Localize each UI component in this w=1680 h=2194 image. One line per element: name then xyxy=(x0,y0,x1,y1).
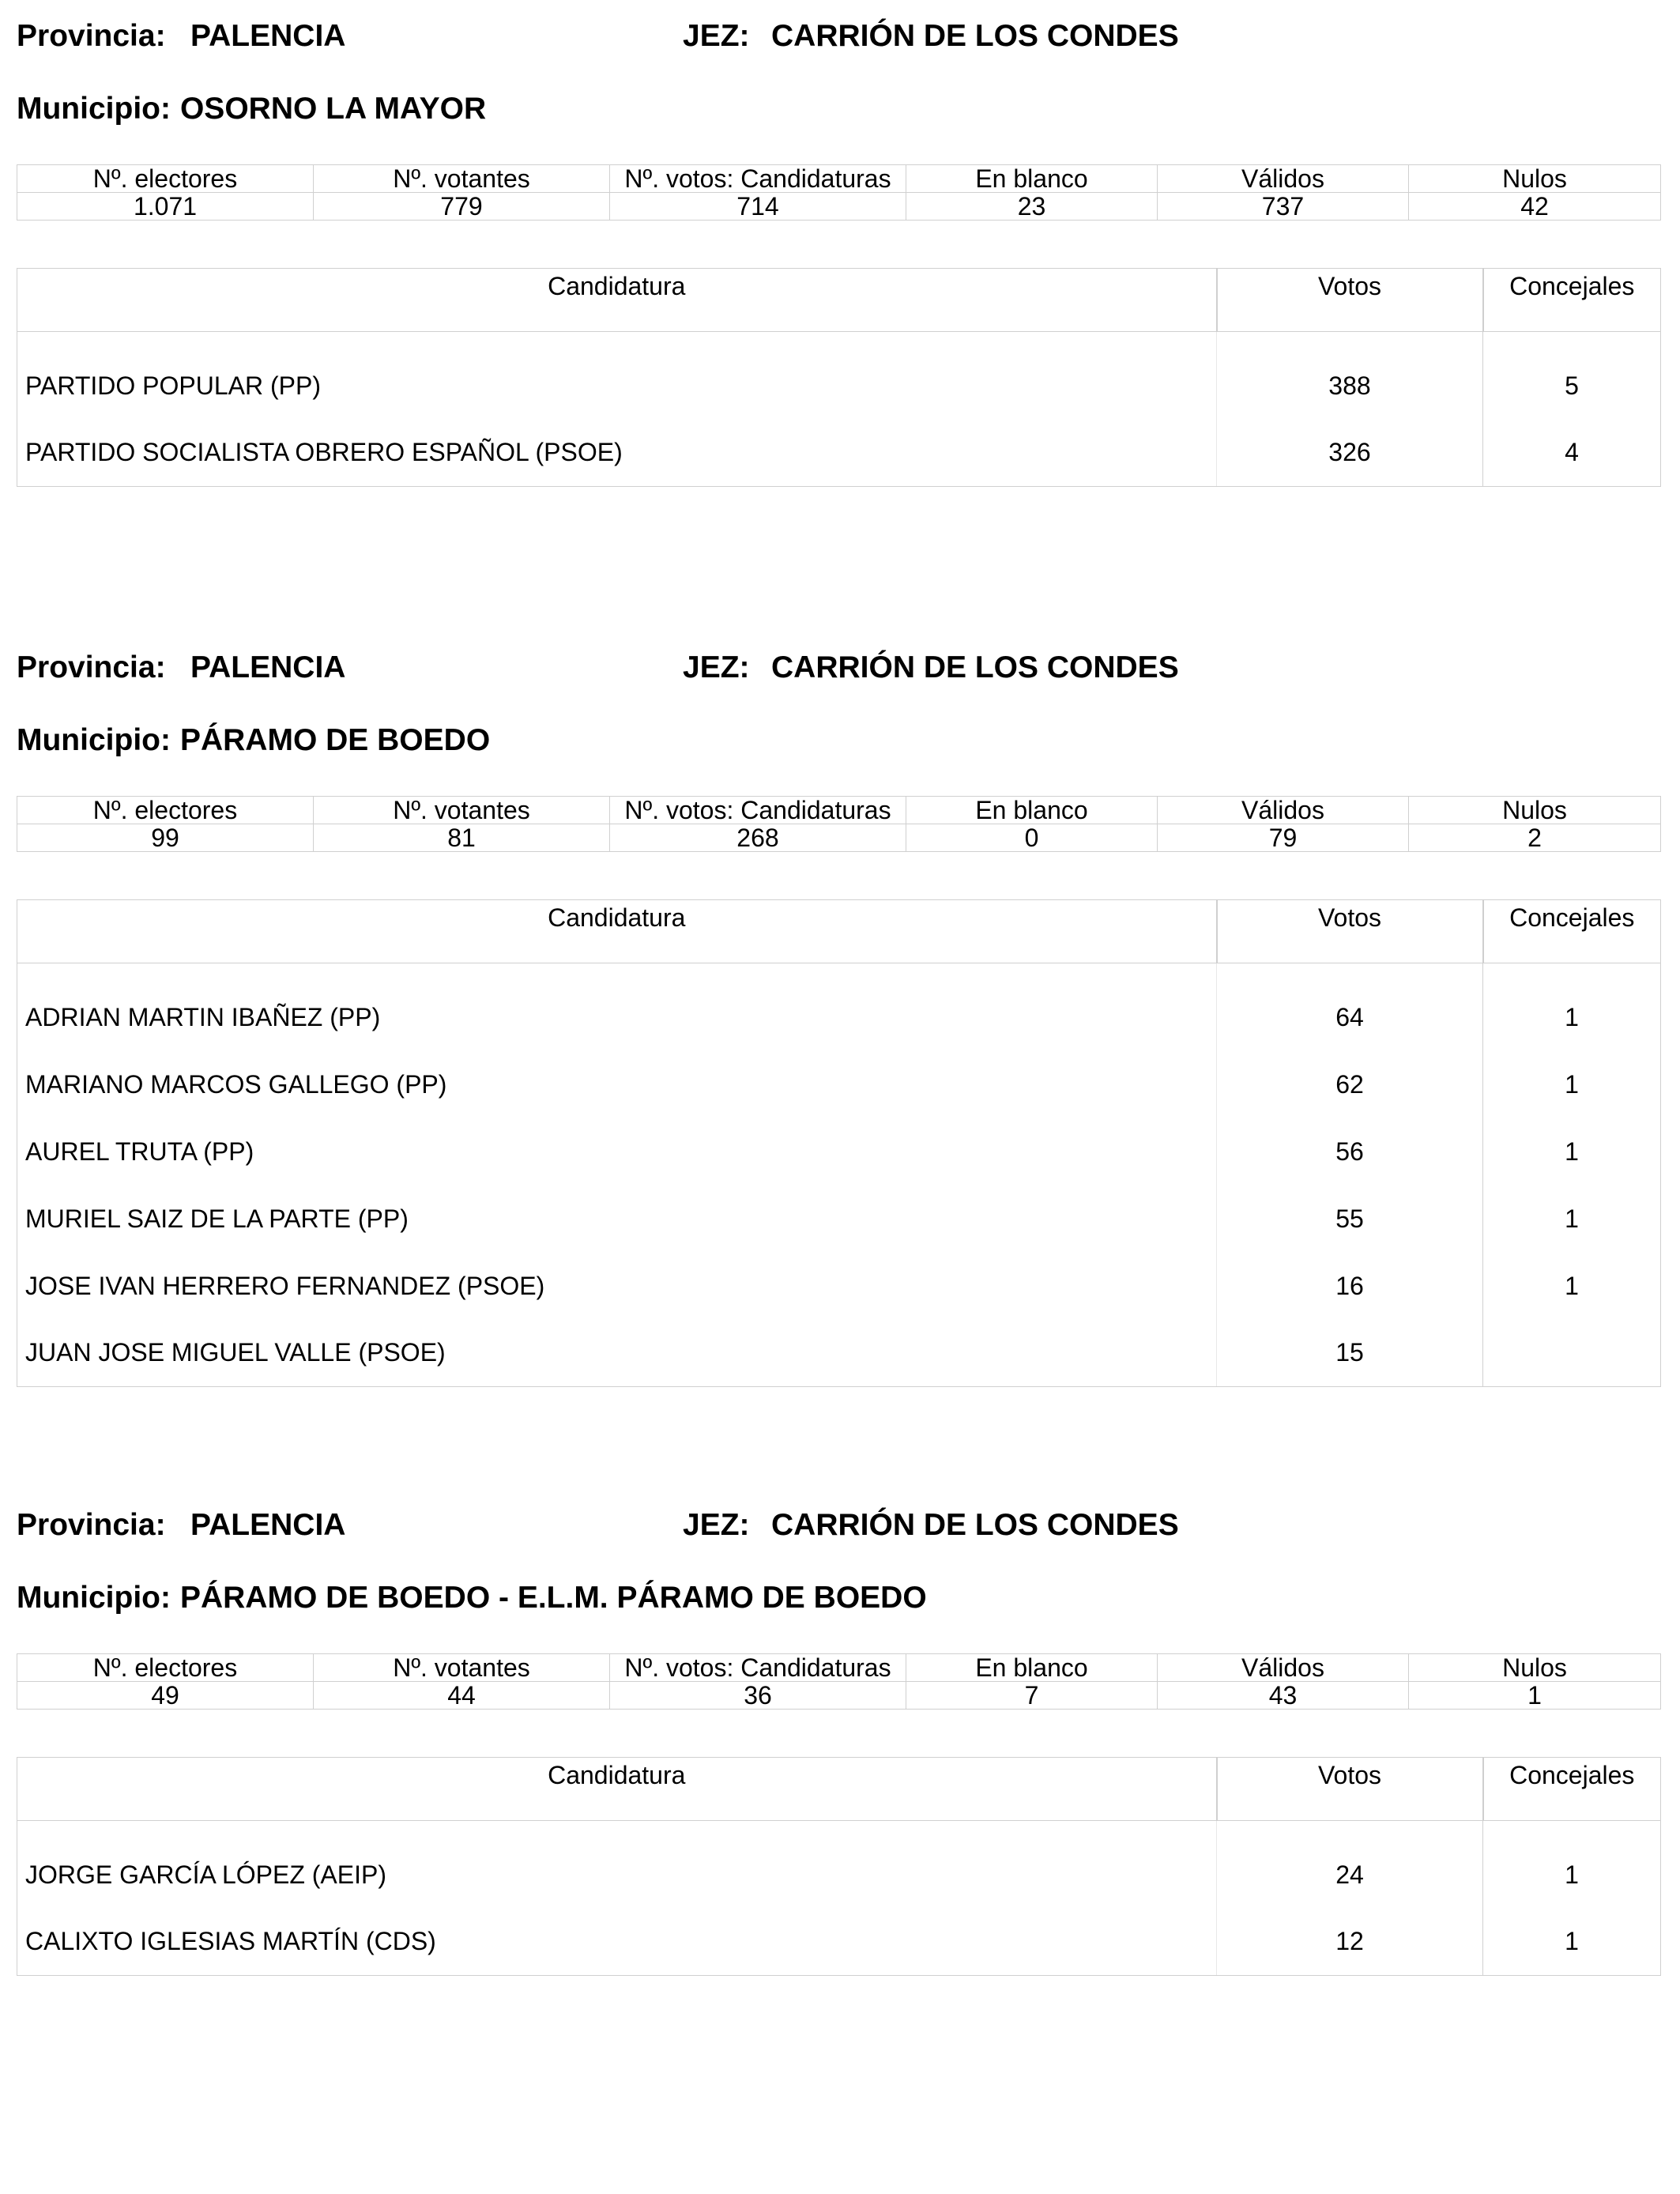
candidate-row xyxy=(17,1253,1661,1320)
municipality-block xyxy=(17,650,1660,1367)
candidate-row xyxy=(17,984,1661,1051)
jez-label: JEZ: xyxy=(683,1508,750,1542)
stats-validos: 43 xyxy=(1158,1682,1409,1710)
stats-header-en-blanco: En blanco xyxy=(906,797,1158,824)
municipality-block xyxy=(17,19,1660,467)
jez-label: JEZ: xyxy=(683,19,750,53)
stats-votantes: 779 xyxy=(314,193,610,221)
municipality-block xyxy=(17,1508,1660,1956)
spacer-cell xyxy=(1483,1821,1661,1842)
stats-header-electores: Nº. electores xyxy=(17,1654,314,1682)
jez-value: CARRIÓN DE LOS CONDES xyxy=(771,19,1179,53)
stats-header-row xyxy=(17,797,1661,824)
candidate-name: JOSE IVAN HERRERO FERNANDEZ (PSOE) xyxy=(17,1253,1217,1320)
candidate-votes: 326 xyxy=(1217,420,1483,487)
stats-header-electores: Nº. electores xyxy=(17,165,314,193)
stats-electores: 99 xyxy=(17,824,314,852)
stats-en-blanco: 0 xyxy=(906,824,1158,852)
spacer-cell xyxy=(1483,332,1661,352)
candidate-concejales: 1 xyxy=(1483,1051,1661,1118)
stats-nulos: 1 xyxy=(1409,1682,1661,1710)
stats-header-votantes: Nº. votantes xyxy=(314,797,610,824)
stats-header-votantes: Nº. votantes xyxy=(314,165,610,193)
spacer-cell xyxy=(1217,1821,1483,1842)
stats-en-blanco: 23 xyxy=(906,193,1158,221)
stats-header-validos: Válidos xyxy=(1158,165,1409,193)
candidates-header-row xyxy=(17,900,1661,963)
candidate-name: CALIXTO IGLESIAS MARTÍN (CDS) xyxy=(17,1909,1217,1976)
candidate-concejales: 1 xyxy=(1483,1186,1661,1253)
candidate-concejales: 1 xyxy=(1483,984,1661,1051)
candidate-concejales: 4 xyxy=(1483,420,1661,487)
municipio-label: Municipio: xyxy=(17,723,171,757)
candidates-spacer-row xyxy=(17,963,1661,984)
candidates-table xyxy=(17,268,1661,487)
candidate-concejales: 5 xyxy=(1483,352,1661,420)
stats-validos: 737 xyxy=(1158,193,1409,221)
candidate-votes: 64 xyxy=(1217,984,1483,1051)
stats-table xyxy=(17,1653,1661,1710)
stats-value-row xyxy=(17,824,1661,852)
candidate-name: MARIANO MARCOS GALLEGO (PP) xyxy=(17,1051,1217,1118)
provincia-value: PALENCIA xyxy=(190,1508,346,1542)
col-concejales: Concejales xyxy=(1483,269,1661,332)
candidate-votes: 12 xyxy=(1217,1909,1483,1976)
stats-header-nulos: Nulos xyxy=(1409,797,1661,824)
candidate-votes: 56 xyxy=(1217,1118,1483,1186)
candidate-row xyxy=(17,1186,1661,1253)
candidate-votes: 24 xyxy=(1217,1842,1483,1909)
candidate-name: MURIEL SAIZ DE LA PARTE (PP) xyxy=(17,1186,1217,1253)
col-votos: Votos xyxy=(1217,1758,1483,1821)
spacer-cell xyxy=(17,332,1217,352)
stats-header-row xyxy=(17,1654,1661,1682)
stats-header-row xyxy=(17,165,1661,193)
candidate-row xyxy=(17,420,1661,487)
stats-header-electores: Nº. electores xyxy=(17,797,314,824)
municipio-value: OSORNO LA MAYOR xyxy=(179,92,487,126)
candidate-row xyxy=(17,1320,1661,1387)
provincia-label: Provincia: xyxy=(17,1508,166,1542)
stats-votos-candidaturas: 36 xyxy=(610,1682,906,1710)
col-concejales: Concejales xyxy=(1483,900,1661,963)
stats-value-row xyxy=(17,1682,1661,1710)
municipio-value: PÁRAMO DE BOEDO - E.L.M. PÁRAMO DE BOEDO xyxy=(179,1581,927,1615)
candidate-concejales: 1 xyxy=(1483,1118,1661,1186)
candidate-row xyxy=(17,1842,1661,1909)
candidate-name: AUREL TRUTA (PP) xyxy=(17,1118,1217,1186)
candidates-spacer-row xyxy=(17,332,1661,352)
spacer-cell xyxy=(17,963,1217,984)
stats-validos: 79 xyxy=(1158,824,1409,852)
candidate-concejales: 1 xyxy=(1483,1842,1661,1909)
candidate-name: PARTIDO SOCIALISTA OBRERO ESPAÑOL (PSOE) xyxy=(17,420,1217,487)
municipio-label: Municipio: xyxy=(17,1581,171,1615)
candidate-row xyxy=(17,352,1661,420)
stats-votantes: 81 xyxy=(314,824,610,852)
spacer-cell xyxy=(1483,963,1661,984)
stats-nulos: 2 xyxy=(1409,824,1661,852)
candidate-votes: 62 xyxy=(1217,1051,1483,1118)
block-header xyxy=(17,650,1660,690)
jez-label: JEZ: xyxy=(683,650,750,684)
stats-nulos: 42 xyxy=(1409,193,1661,221)
col-votos: Votos xyxy=(1217,900,1483,963)
municipio-heading xyxy=(17,92,486,126)
stats-electores: 1.071 xyxy=(17,193,314,221)
stats-value-row xyxy=(17,193,1661,221)
col-votos: Votos xyxy=(1217,269,1483,332)
stats-header-validos: Válidos xyxy=(1158,1654,1409,1682)
spacer-cell xyxy=(1217,963,1483,984)
candidate-votes: 388 xyxy=(1217,352,1483,420)
candidates-table xyxy=(17,1757,1661,1976)
candidates-table xyxy=(17,899,1661,1387)
candidate-row xyxy=(17,1118,1661,1186)
stats-table xyxy=(17,796,1661,852)
municipio-value: PÁRAMO DE BOEDO xyxy=(179,723,491,757)
candidate-name: PARTIDO POPULAR (PP) xyxy=(17,352,1217,420)
stats-votos-candidaturas: 268 xyxy=(610,824,906,852)
provincia-value: PALENCIA xyxy=(190,19,346,53)
stats-electores: 49 xyxy=(17,1682,314,1710)
candidate-votes: 16 xyxy=(1217,1253,1483,1320)
stats-votos-candidaturas: 714 xyxy=(610,193,906,221)
stats-header-en-blanco: En blanco xyxy=(906,1654,1158,1682)
provincia-label: Provincia: xyxy=(17,650,166,684)
municipio-heading xyxy=(17,723,490,758)
municipio-label: Municipio: xyxy=(17,92,171,126)
col-candidatura: Candidatura xyxy=(17,1758,1217,1821)
candidate-name: JUAN JOSE MIGUEL VALLE (PSOE) xyxy=(17,1320,1217,1387)
provincia-label: Provincia: xyxy=(17,19,166,53)
candidate-votes: 15 xyxy=(1217,1320,1483,1387)
candidate-concejales: 1 xyxy=(1483,1253,1661,1320)
col-concejales: Concejales xyxy=(1483,1758,1661,1821)
municipio-heading xyxy=(17,1581,927,1615)
stats-en-blanco: 7 xyxy=(906,1682,1158,1710)
jez-value: CARRIÓN DE LOS CONDES xyxy=(771,650,1179,684)
stats-header-votos-candidaturas: Nº. votos: Candidaturas xyxy=(610,165,906,193)
stats-header-nulos: Nulos xyxy=(1409,165,1661,193)
stats-header-nulos: Nulos xyxy=(1409,1654,1661,1682)
candidates-header-row xyxy=(17,269,1661,332)
stats-header-votantes: Nº. votantes xyxy=(314,1654,610,1682)
jez-value: CARRIÓN DE LOS CONDES xyxy=(771,1508,1179,1542)
candidate-name: ADRIAN MARTIN IBAÑEZ (PP) xyxy=(17,984,1217,1051)
stats-header-votos-candidaturas: Nº. votos: Candidaturas xyxy=(610,797,906,824)
stats-header-en-blanco: En blanco xyxy=(906,165,1158,193)
spacer-cell xyxy=(17,1821,1217,1842)
block-header xyxy=(17,1508,1660,1547)
provincia-value: PALENCIA xyxy=(190,650,346,684)
candidate-concejales: 1 xyxy=(1483,1909,1661,1976)
stats-header-validos: Válidos xyxy=(1158,797,1409,824)
candidates-spacer-row xyxy=(17,1821,1661,1842)
candidate-row xyxy=(17,1909,1661,1976)
candidate-votes: 55 xyxy=(1217,1186,1483,1253)
candidate-concejales xyxy=(1483,1320,1661,1387)
spacer-cell xyxy=(1217,332,1483,352)
candidate-row xyxy=(17,1051,1661,1118)
col-candidatura: Candidatura xyxy=(17,900,1217,963)
block-header xyxy=(17,19,1660,58)
candidates-header-row xyxy=(17,1758,1661,1821)
candidate-name: JORGE GARCÍA LÓPEZ (AEIP) xyxy=(17,1842,1217,1909)
stats-table xyxy=(17,164,1661,221)
col-candidatura: Candidatura xyxy=(17,269,1217,332)
stats-votantes: 44 xyxy=(314,1682,610,1710)
stats-header-votos-candidaturas: Nº. votos: Candidaturas xyxy=(610,1654,906,1682)
